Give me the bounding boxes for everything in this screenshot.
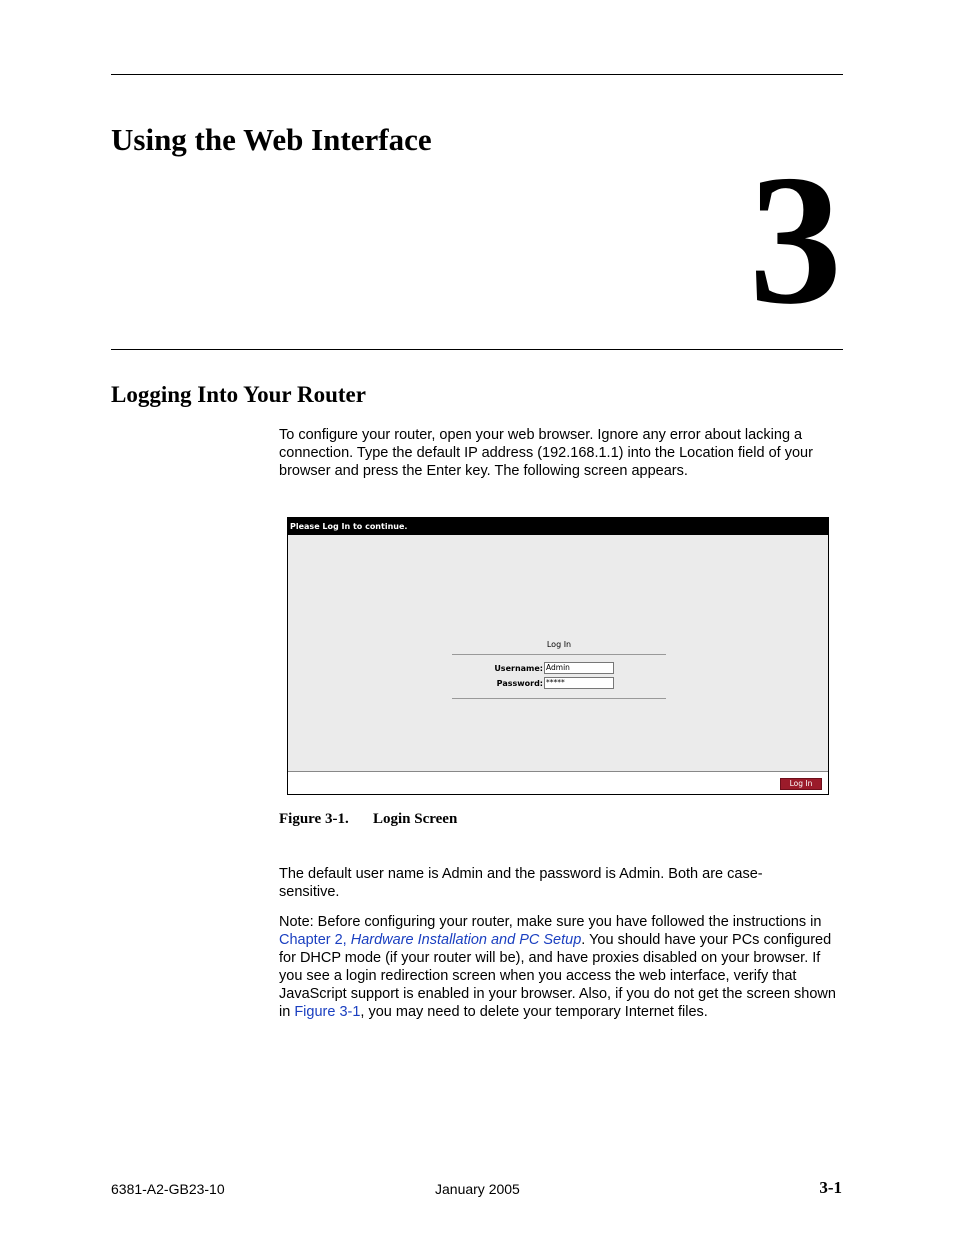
chapter-divider-rule — [111, 349, 843, 350]
password-row — [452, 677, 666, 690]
note-paragraph — [279, 913, 844, 1021]
footer-doc-number: 6381-A2-GB23-10 — [111, 1181, 225, 1197]
password-label: Password: — [496, 679, 543, 688]
login-form-divider — [452, 698, 666, 699]
figure-titlebar: Please Log In to continue. — [288, 518, 828, 535]
intro-paragraph: To configure your router, open your web browser. Ignore any error about lacking a connection. Type the default IP address (192.168.1.1) into the Location field of your browser and press the Enter key. The following screen appears. — [279, 427, 813, 479]
login-form — [452, 639, 666, 699]
username-field[interactable]: Admin — [544, 662, 614, 674]
login-screen-figure — [287, 517, 829, 795]
note-text-middle: . You should have your PCs configured for DHCP mode (if your router will be), and have proxies disabled on your browser. If you see a login redirection screen when you access the web interface, verify that JavaScript support is enabled in your browser. Also, if you do not get the screen shown in — [279, 932, 836, 1020]
password-field[interactable]: ***** — [544, 677, 614, 689]
caption-label: Figure 3-1. — [279, 811, 349, 827]
caption-title: Login Screen — [373, 811, 458, 827]
top-rule — [111, 74, 843, 75]
chapter-title: Using the Web Interface — [111, 122, 432, 157]
log-in-button[interactable]: Log In — [780, 778, 822, 790]
note-text-end: , you may need to delete your temporary Internet files. — [360, 1004, 708, 1020]
username-label: Username: — [494, 664, 543, 673]
default-credentials-paragraph: The default user name is Admin and the password is Admin. Both are case-sensitive. — [279, 866, 763, 900]
footer-date: January 2005 — [435, 1181, 520, 1197]
chapter-2-title-link[interactable]: Hardware Installation and PC Setup — [350, 932, 582, 948]
login-heading: Log In — [452, 639, 666, 655]
section-title: Logging Into Your Router — [111, 382, 366, 407]
username-row — [452, 662, 666, 675]
figure-body — [288, 535, 828, 771]
figure-footer-bar — [288, 771, 828, 794]
footer-page-number: 3-1 — [819, 1178, 842, 1197]
figure-3-1-link[interactable]: Figure 3-1 — [294, 1004, 361, 1020]
note-text-start: Note: Before configuring your router, make sure you have followed the instructions in — [279, 914, 822, 930]
figure-caption — [279, 810, 457, 828]
chapter-2-link[interactable]: Chapter 2, — [279, 932, 351, 948]
chapter-number: 3 — [749, 137, 842, 343]
